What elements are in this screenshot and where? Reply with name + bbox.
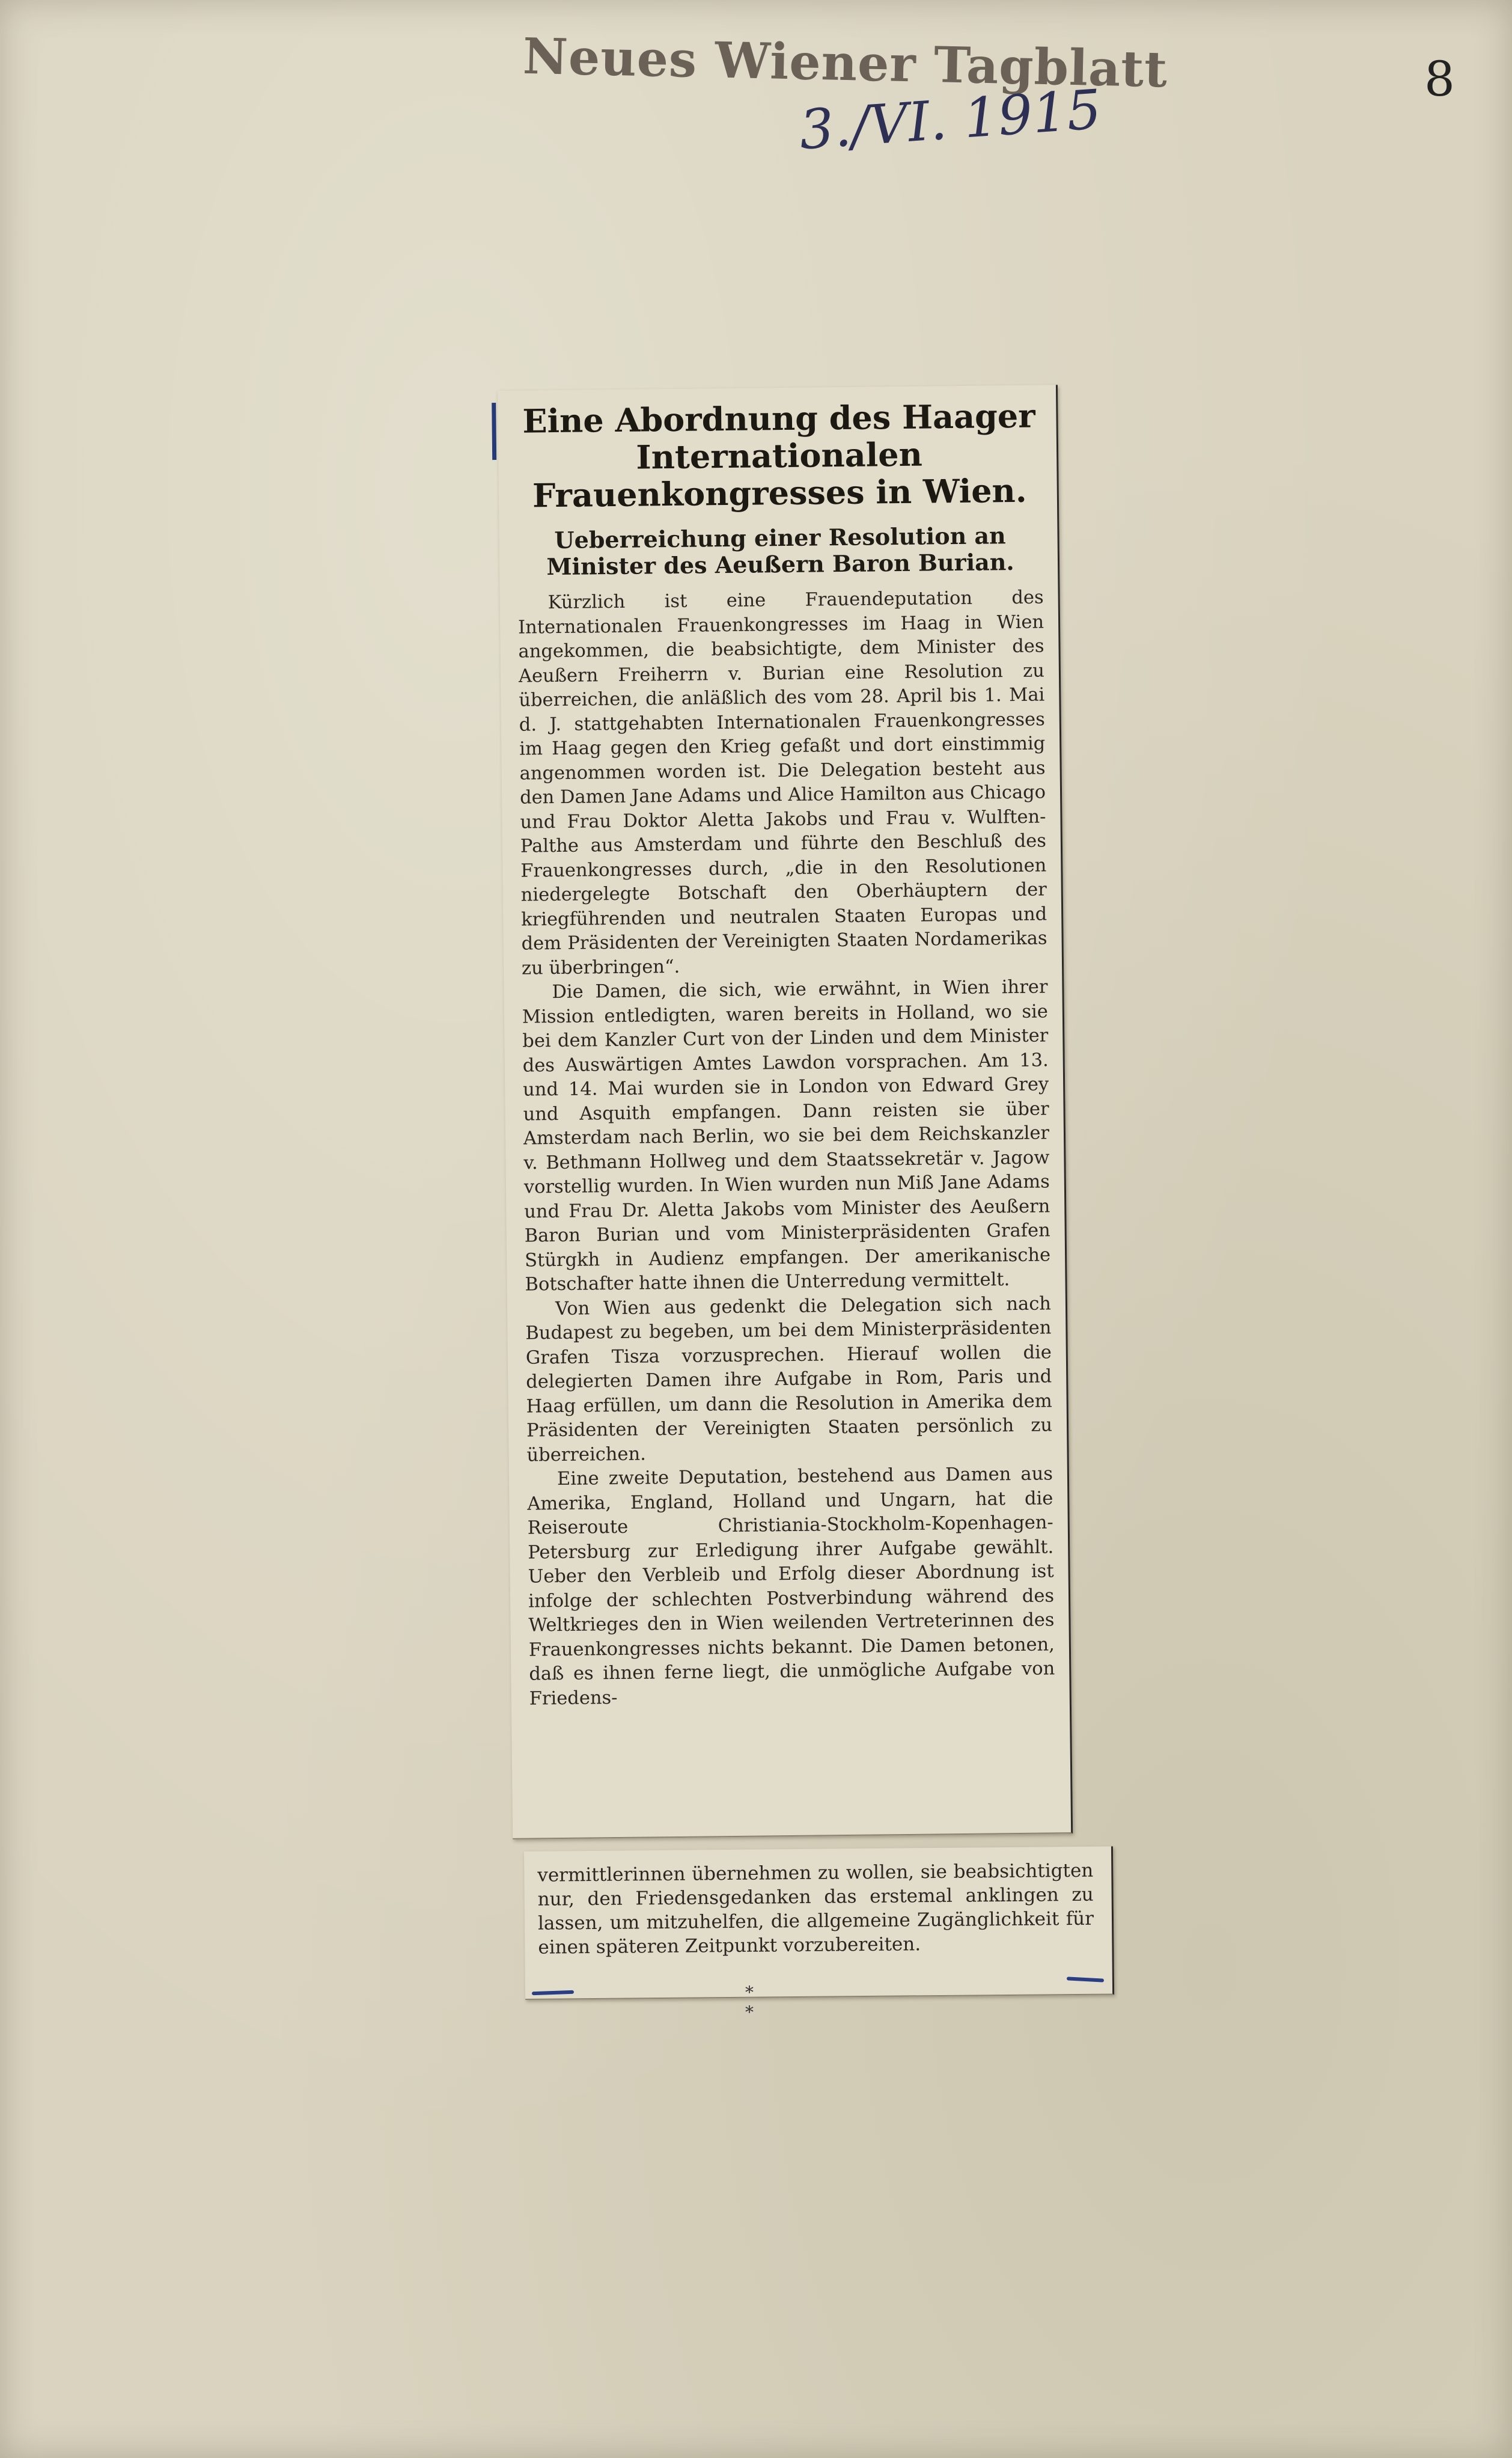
article-headline: Eine Abordnung des Haager Internationalen Frauenkongresses in Wien.	[522, 396, 1035, 515]
article-paragraph: Von Wien aus gedenkt die Delegation sich nach Budapest zu begeben, um bei dem Ministerpräsidenten Grafen Tisza vorzusprechen. Hierauf wollen die delegierten Damen ihre Aufgabe in Rom, Paris und Haag erfüllen, um dann die Resolution in Amerika dem Präsidenten der Vereinigten Staaten persönlich zu überreichen.	[525, 1292, 1053, 1466]
page-number: 8	[1424, 51, 1455, 107]
newspaper-clipping	[498, 385, 1073, 1839]
article-paragraph: Eine zweite Deputation, bestehend aus Damen aus Amerika, England, Holland und Ungarn, hat die Reiseroute Christiania-Stockholm-Kopenhagen-Petersburg zur Erledigung ihrer Aufgabe gewählt. Ueber den Verbleib und Erfolg dieser Abordnung ist infolge der schlechten Postverbindung während des Weltkrieges den in Wien weilenden Vertreterinnen des Frauenkongresses nichts bekannt. Die Damen betonen, daß es ihnen ferne liegt, die unmögliche Aufgabe von Friedens-	[527, 1463, 1055, 1710]
clipping-continuation	[524, 1846, 1114, 2000]
article-paragraph: Die Damen, die sich, wie erwähnt, in Wien ihrer Mission entledigten, waren bereits in Holland, wo sie bei dem Kanzler Curt von der Linden und dem Minister des Auswärtigen Amtes Lawdon vorsprachen. Am 13. und 14. Mai wurden sie in London von Edward Grey und Asquith empfangen. Dann reisten sie über Amsterdam nach Berlin, wo sie bei dem Reichskanzler v. Bethmann Hollweg und dem Staatssekretär v. Jagow vorstellig wurden. In Wien wurden nun Miß Jane Adams und Frau Dr. Aletta Jakobs vom Minister des Aeußern Baron Burian und vom Ministerpräsidenten Grafen Stürgkh in Audienz empfangen. Der amerikanische Botschafter hatte ihnen die Unterredung vermittelt.	[522, 976, 1051, 1295]
article-continuation: vermittlerinnen übernehmen zu wollen, sie beabsichtigten nur, den Friedensgedanken das erstemal anklingen zu lassen, um mitzuhelfen, die allgemeine Zugänglichkeit für einen späteren Zeitpunkt vorzubereiten.	[537, 1859, 1094, 1958]
end-mark: * *	[745, 1983, 844, 2022]
article-subhead: Ueberreichung einer Resolution an Minister des Aeußern Baron Burian.	[546, 522, 1014, 581]
handwritten-date: 3./VI. 1915	[797, 78, 1103, 162]
article-body	[517, 586, 1055, 1711]
ink-mark	[492, 403, 496, 460]
newspaper-stamp: Neues Wiener Tagblatt	[522, 27, 1169, 99]
article-paragraph: Kürzlich ist eine Frauendeputation des Internationalen Frauenkongresses im Haag in Wien angekommen, die beabsichtigte, dem Minister des Aeußern Freiherrn v. Burian eine Resolution zu überreichen, die anläßlich des vom 28. April bis 1. Mai d. J. stattgehabten Internationalen Frauenkongresses im Haag gegen den Krieg gefaßt und dort einstimmig angenommen worden ist. Die Delegation besteht aus den Damen Jane Adams und Alice Hamilton aus Chicago und Frau Doktor Aletta Jakobs und Frau v. Wulften-Palthe aus Amsterdam und führte den Beschluß des Frauenkongresses durch, „die in den Resolutionen niedergelegte Botschaft den Oberhäuptern der kriegführenden und neutralen Staaten Europas und dem Präsidenten der Vereinigten Staaten Nordamerikas zu überbringen“.	[517, 587, 1047, 979]
